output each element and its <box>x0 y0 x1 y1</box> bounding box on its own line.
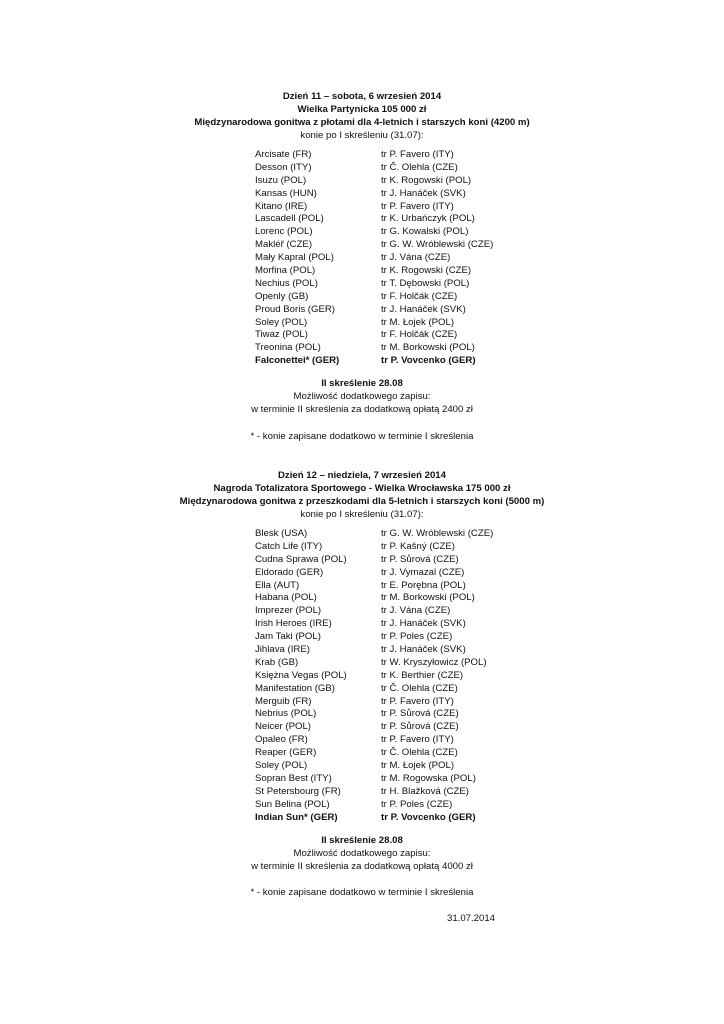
trainer-name: tr P. Favero (ITY) <box>381 149 454 160</box>
horse-name: Imprezer (POL) <box>255 605 322 617</box>
horse-name: Sun Belina (POL) <box>255 798 330 810</box>
horse-name: Eldorado (GER) <box>255 566 324 578</box>
entry-row <box>255 670 555 683</box>
entry-row <box>255 773 555 786</box>
day-heading: Dzień 11 – sobota, 6 wrzesień 2014 <box>282 91 442 102</box>
trainer-name: tr Č. Olehla (CZE) <box>381 161 458 173</box>
horse-name: Mały Kapral (POL) <box>255 252 334 264</box>
horse-name: Jihlava (IRE) <box>255 644 310 656</box>
horse-name: Manifestation (GB) <box>255 682 335 694</box>
entry-row <box>255 580 555 593</box>
entry-row <box>255 188 555 201</box>
horse-name: Księżna Vegas (POL) <box>255 669 347 681</box>
trainer-name: tr P. Favero (ITY) <box>381 200 454 212</box>
extra-entry-fee: w terminie II skreślenia za dodatkową opłatą 4000 zł <box>251 861 473 872</box>
entries-list <box>255 149 555 368</box>
trainer-name: tr E. Porębna (POL) <box>381 579 466 591</box>
trainer-name: tr J. Vána (CZE) <box>381 252 451 264</box>
day-heading: Dzień 12 – niedziela, 7 wrzesień 2014 <box>278 470 446 481</box>
entry-row <box>255 786 555 799</box>
entry-row <box>255 644 555 657</box>
horse-name: Nechius (POL) <box>255 277 318 289</box>
entry-row <box>255 201 555 214</box>
entries-list <box>255 528 555 824</box>
race-name: Wielka Partynicka 105 000 zł <box>297 104 427 115</box>
trainer-name: tr P. Poles (CZE) <box>381 798 453 810</box>
extra-entry-fee: w terminie II skreślenia za dodatkową opłatą 2400 zł <box>251 404 473 415</box>
trainer-name: tr M. Rogowska (POL) <box>381 772 476 784</box>
trainer-name: tr Č. Olehla (CZE) <box>381 682 458 694</box>
trainer-name: tr F. Holčák (CZE) <box>381 290 458 302</box>
horse-name: Lorenc (POL) <box>255 226 313 238</box>
horse-name: Falconettei* (GER) <box>255 355 340 367</box>
entry-row <box>255 213 555 226</box>
horse-name: Merguib (FR) <box>255 695 312 707</box>
trainer-name: tr Č. Olehla (CZE) <box>381 747 458 759</box>
trainer-name: tr P. Favero (ITY) <box>381 734 454 746</box>
footnote: * - konie zapisane dodatkowo w terminie I skreślenia <box>250 431 474 442</box>
trainer-name: tr P. Vovcenko (GER) <box>381 355 476 367</box>
trainer-name: tr H. Blažková (CZE) <box>381 785 469 797</box>
horse-name: Kansas (HUN) <box>255 187 317 199</box>
extra-entry-note: Możliwość dodatkowego zapisu: <box>293 848 431 859</box>
trainer-name: tr K. Berthier (CZE) <box>381 669 464 681</box>
trainer-name: tr M. Łojek (POL) <box>381 760 455 772</box>
horse-name: Jam Taki (POL) <box>255 631 321 643</box>
horse-name: Makléř (CZE) <box>255 239 313 251</box>
entry-row <box>255 355 555 368</box>
trainer-name: tr P. Sůrová (CZE) <box>381 708 459 720</box>
trainer-name: tr P. Sůrová (CZE) <box>381 721 459 733</box>
trainer-name: tr M. Borkowski (POL) <box>381 342 475 354</box>
horse-name: Opaleo (FR) <box>255 734 308 746</box>
race-name: Nagroda Totalizatora Sportowego - Wielka Wrocławska 175 000 zł <box>213 483 511 494</box>
horse-name: Habana (POL) <box>255 592 317 604</box>
entry-row <box>255 760 555 773</box>
trainer-name: tr J. Vymazal (CZE) <box>381 566 465 578</box>
trainer-name: tr J. Hanáček (SVK) <box>381 618 466 630</box>
horse-name: St Petersbourg (FR) <box>255 785 341 797</box>
extra-entry-note: Możliwość dodatkowego zapisu: <box>293 391 431 402</box>
second-scratching-heading: II skreślenie 28.08 <box>321 835 403 846</box>
entry-row <box>255 317 555 330</box>
entry-row <box>255 747 555 760</box>
horse-name: Treonina (POL) <box>255 342 321 354</box>
entry-row <box>255 799 555 812</box>
entry-row <box>255 278 555 291</box>
trainer-name: tr G. Kowalski (POL) <box>381 226 469 238</box>
horse-name: Arcisate (FR) <box>255 149 312 160</box>
trainer-name: tr M. Łojek (POL) <box>381 316 455 328</box>
entry-row <box>255 734 555 747</box>
race-description: Międzynarodowa gonitwa z przeszkodami dla 5-letnich i starszych koni (5000 m) <box>179 496 545 507</box>
entry-row <box>255 304 555 317</box>
horse-name: Ella (AUT) <box>255 579 300 591</box>
trainer-name: tr T. Dębowski (POL) <box>381 277 470 289</box>
trainer-name: tr F. Holčák (CZE) <box>381 329 458 341</box>
horse-name: Nebrius (POL) <box>255 708 317 720</box>
trainer-name: tr G. W. Wróblewski (CZE) <box>381 528 494 539</box>
entry-row <box>255 605 555 618</box>
trainer-name: tr J. Vána (CZE) <box>381 605 451 617</box>
entry-row <box>255 696 555 709</box>
horse-name: Tiwaz (POL) <box>255 329 308 341</box>
trainer-name: tr P. Vovcenko (GER) <box>381 811 476 823</box>
entry-row <box>255 554 555 567</box>
trainer-name: tr J. Hanáček (SVK) <box>381 187 466 199</box>
footnote: * - konie zapisane dodatkowo w terminie I skreślenia <box>250 887 474 898</box>
entry-row <box>255 631 555 644</box>
horse-name: Reaper (GER) <box>255 747 317 759</box>
horse-name: Irish Heroes (IRE) <box>255 618 332 630</box>
entry-row <box>255 618 555 631</box>
entry-row <box>255 239 555 252</box>
trainer-name: tr W. Kryszyłowicz (POL) <box>381 656 487 668</box>
trainer-name: tr K. Rogowski (POL) <box>381 174 472 186</box>
horse-name: Krab (GB) <box>255 656 299 668</box>
horse-name: Blesk (USA) <box>255 528 308 539</box>
entry-row <box>255 657 555 670</box>
entry-row <box>255 149 555 162</box>
list-intro: konie po I skreśleniu (31.07): <box>300 509 424 520</box>
second-scratching-heading: II skreślenie 28.08 <box>321 378 403 389</box>
entry-row <box>255 162 555 175</box>
horse-name: Proud Boris (GER) <box>255 303 335 315</box>
trainer-name: tr K. Urbańczyk (POL) <box>381 213 475 225</box>
trainer-name: tr P. Kašný (CZE) <box>381 540 455 552</box>
horse-name: Morfina (POL) <box>255 265 316 277</box>
entry-row <box>255 812 555 825</box>
horse-name: Kitano (IRE) <box>255 200 308 212</box>
horse-name: Indian Sun* (GER) <box>255 811 338 823</box>
trainer-name: tr M. Borkowski (POL) <box>381 592 475 604</box>
trainer-name: tr J. Hanáček (SVK) <box>381 644 466 656</box>
entry-row <box>255 252 555 265</box>
entry-row <box>255 291 555 304</box>
horse-name: Lascadell (POL) <box>255 213 324 225</box>
horse-name: Neicer (POL) <box>255 721 311 733</box>
trainer-name: tr K. Rogowski (CZE) <box>381 265 472 277</box>
horse-name: Soley (POL) <box>255 316 308 328</box>
horse-name: Isuzu (POL) <box>255 174 307 186</box>
trainer-name: tr P. Poles (CZE) <box>381 631 453 643</box>
race-description: Międzynarodowa gonitwa z płotami dla 4-letnich i starszych koni (4200 m) <box>194 117 530 128</box>
entry-row <box>255 708 555 721</box>
entry-row <box>255 175 555 188</box>
trainer-name: tr P. Favero (ITY) <box>381 695 454 707</box>
entry-row <box>255 721 555 734</box>
horse-name: Desson (ITY) <box>255 161 312 173</box>
entry-row <box>255 541 555 554</box>
entry-row <box>255 342 555 355</box>
trainer-name: tr J. Hanáček (SVK) <box>381 303 466 315</box>
document-date: 31.07.2014 <box>447 913 496 924</box>
entry-row <box>255 592 555 605</box>
horse-name: Soley (POL) <box>255 760 308 772</box>
trainer-name: tr P. Sůrová (CZE) <box>381 553 459 565</box>
horse-name: Catch Life (ITY) <box>255 540 323 552</box>
list-intro: konie po I skreśleniu (31.07): <box>300 130 424 141</box>
horse-name: Cudna Sprawa (POL) <box>255 553 347 565</box>
horse-name: Sopran Best (ITY) <box>255 772 332 784</box>
trainer-name: tr G. W. Wróblewski (CZE) <box>381 239 494 251</box>
horse-name: Openly (GB) <box>255 290 309 302</box>
entry-row <box>255 683 555 696</box>
entry-row <box>255 528 555 541</box>
entry-row <box>255 567 555 580</box>
entry-row <box>255 265 555 278</box>
entry-row <box>255 329 555 342</box>
entry-row <box>255 226 555 239</box>
